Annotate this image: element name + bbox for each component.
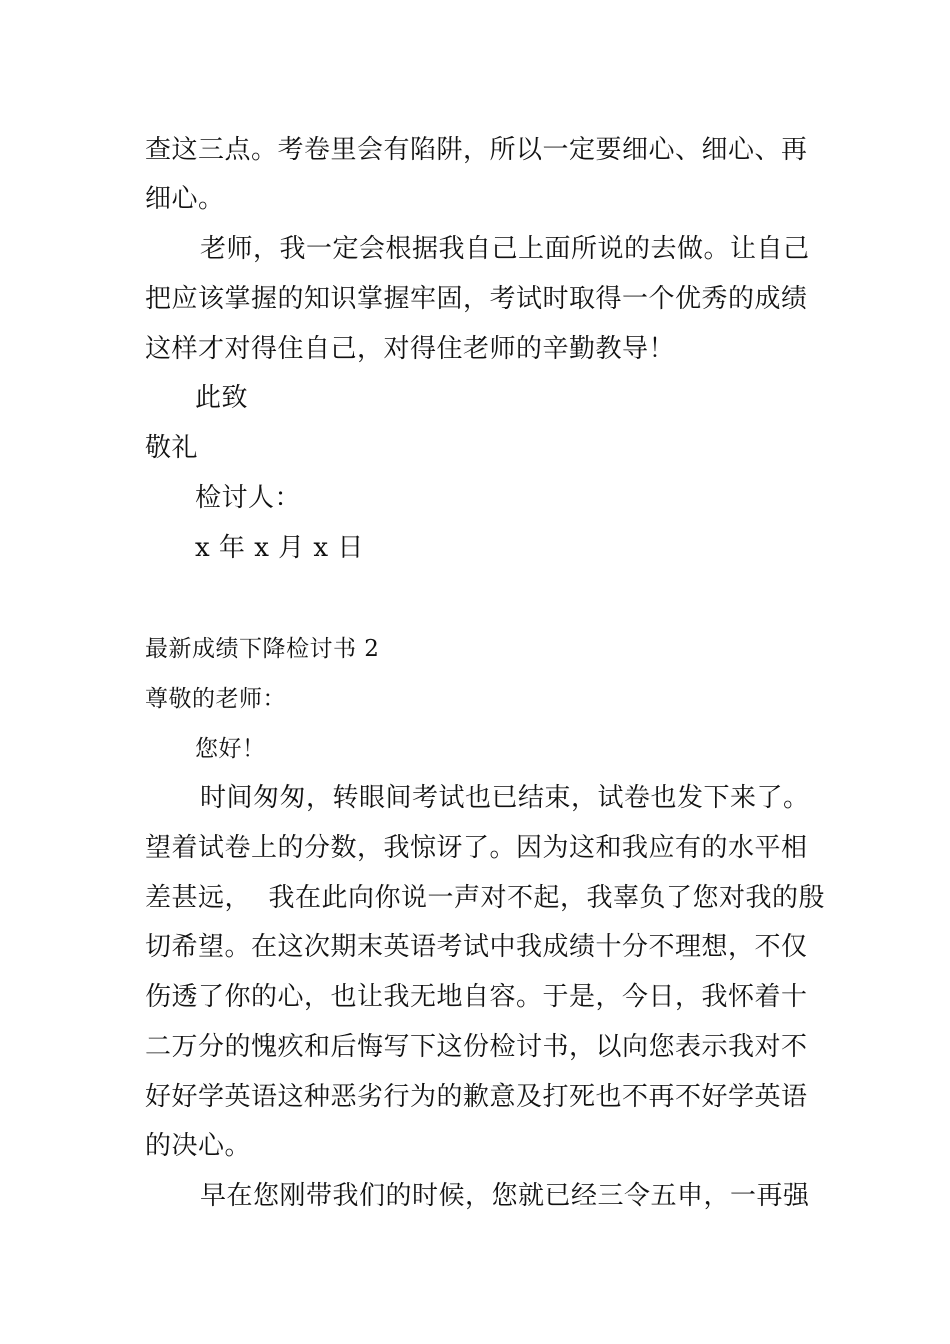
paragraph-line: 差甚远， 我在此向你说一声对不起，我辜负了您对我的殷 [145, 883, 826, 913]
paragraph-line: 查这三点。考卷里会有陷阱，所以一定要细心、细心、再 [145, 135, 808, 165]
date-line: x 年 x 月 x 日 [195, 533, 364, 563]
paragraph-line: 时间匆匆，转眼间考试也已结束，试卷也发下来了。 [200, 783, 810, 813]
paragraph-line: 把应该掌握的知识掌握牢固，考试时取得一个优秀的成绩 [145, 284, 808, 314]
paragraph-line: 的决心。 [145, 1131, 252, 1161]
paragraph-line: 望着试卷上的分数，我惊讶了。因为这和我应有的水平相 [145, 833, 808, 863]
paragraph-line: 早在您刚带我们的时候，您就已经三令五申，一再强 [200, 1181, 810, 1211]
closing-ci-zhi: 此致 [195, 383, 249, 413]
paragraph-line: 切希望。在这次期末英语考试中我成绩十分不理想，不仅 [145, 932, 808, 962]
section-title: 最新成绩下降检讨书 2 [145, 636, 380, 662]
salutation: 尊敬的老师： [145, 686, 286, 712]
paragraph-line: 伤透了你的心，也让我无地自容。于是，今日，我怀着十 [145, 982, 808, 1012]
paragraph-line: 老师，我一定会根据我自己上面所说的去做。让自己 [200, 234, 810, 264]
greeting: 您好！ [195, 736, 266, 762]
paragraph-line: 二万分的愧疚和后悔写下这份检讨书，以向您表示我对不 [145, 1032, 808, 1062]
paragraph-line: 细心。 [145, 184, 225, 214]
signer-label: 检讨人： [195, 483, 302, 513]
closing-jing-li: 敬礼 [145, 433, 199, 463]
paragraph-line: 这样才对得住自己，对得住老师的辛勤教导！ [145, 334, 676, 364]
paragraph-line: 好好学英语这种恶劣行为的歉意及打死也不再不好学英语 [145, 1082, 808, 1112]
